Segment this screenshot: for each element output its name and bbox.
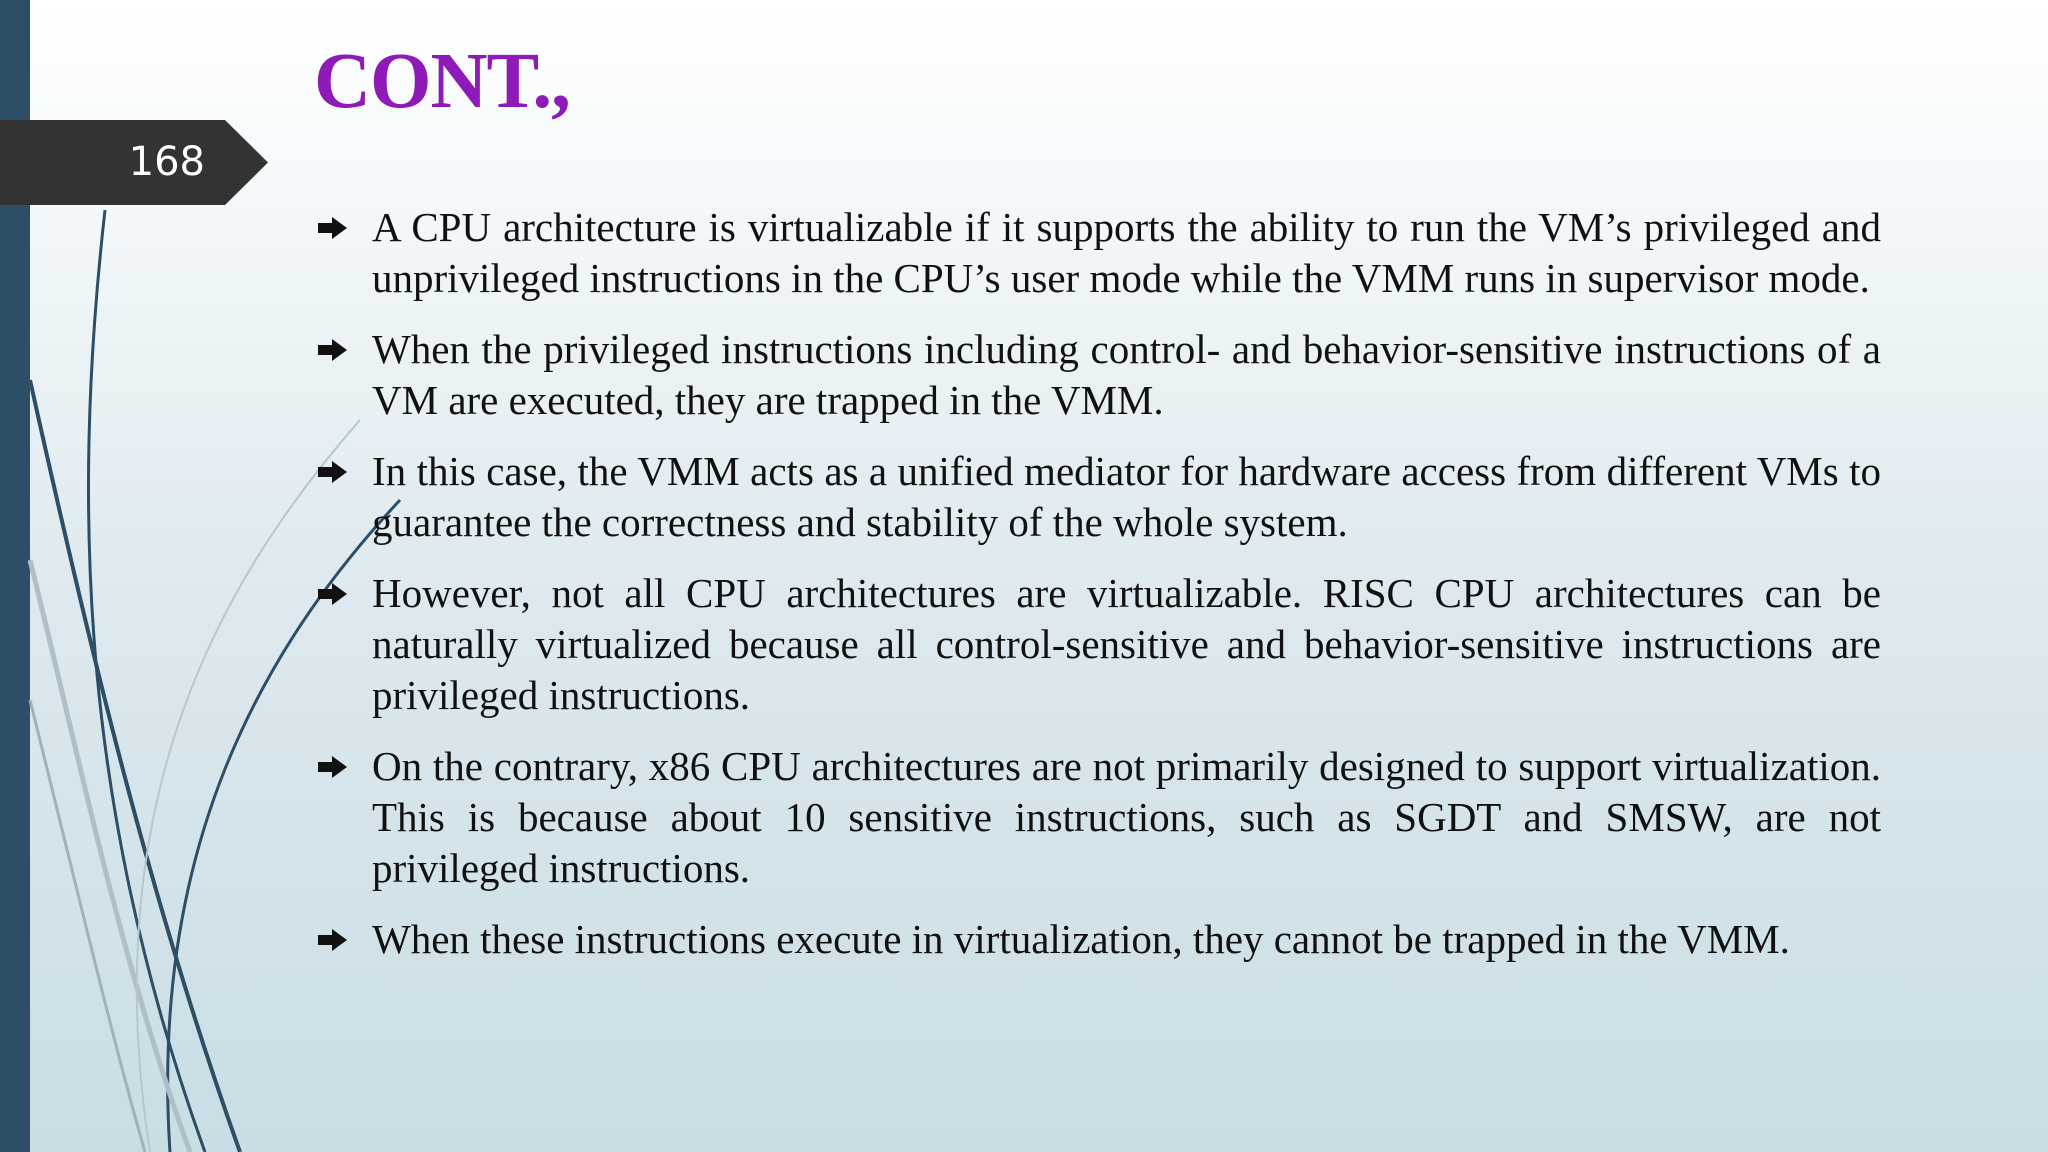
bullet-text: In this case, the VMM acts as a unified mediator for hardware access from different VMs to guarantee the correctness and stability of the whole system. — [372, 448, 1881, 545]
bullet-item — [314, 202, 1881, 304]
bullet-text: A CPU architecture is virtualizable if it supports the ability to run the VM’s privileged and unprivileged instructions in the CPU’s user mode while the VMM runs in supervisor mode. — [372, 204, 1881, 301]
bullet-item — [314, 914, 1881, 965]
slide-title: CONT., — [314, 38, 570, 125]
arrow-right-icon — [317, 579, 349, 609]
bullet-item — [314, 324, 1881, 426]
bullet-item — [314, 568, 1881, 721]
arrow-right-icon — [317, 752, 349, 782]
bullet-text: On the contrary, x86 CPU architectures are not primarily designed to support virtualization. This is because about 10 sensitive instructions, such as SGDT and SMSW, are not privileged instructions. — [372, 743, 1881, 891]
arrow-right-icon — [317, 925, 349, 955]
bullet-text: When these instructions execute in virtualization, they cannot be trapped in the VMM. — [372, 916, 1790, 962]
bullet-list — [314, 202, 1881, 985]
bullet-text: When the privileged instructions including control- and behavior-sensitive instructions of a VM are executed, they are trapped in the VMM. — [372, 326, 1881, 423]
bullet-item — [314, 741, 1881, 894]
arrow-right-icon — [317, 213, 349, 243]
arrow-right-icon — [317, 457, 349, 487]
page-number: 168 — [128, 139, 205, 185]
bullet-text: However, not all CPU architectures are virtualizable. RISC CPU architectures can be naturally virtualized because all control-sensitive and behavior-sensitive instructions are privileged instructions. — [372, 570, 1881, 718]
arrow-right-icon — [317, 335, 349, 365]
bullet-item — [314, 446, 1881, 548]
